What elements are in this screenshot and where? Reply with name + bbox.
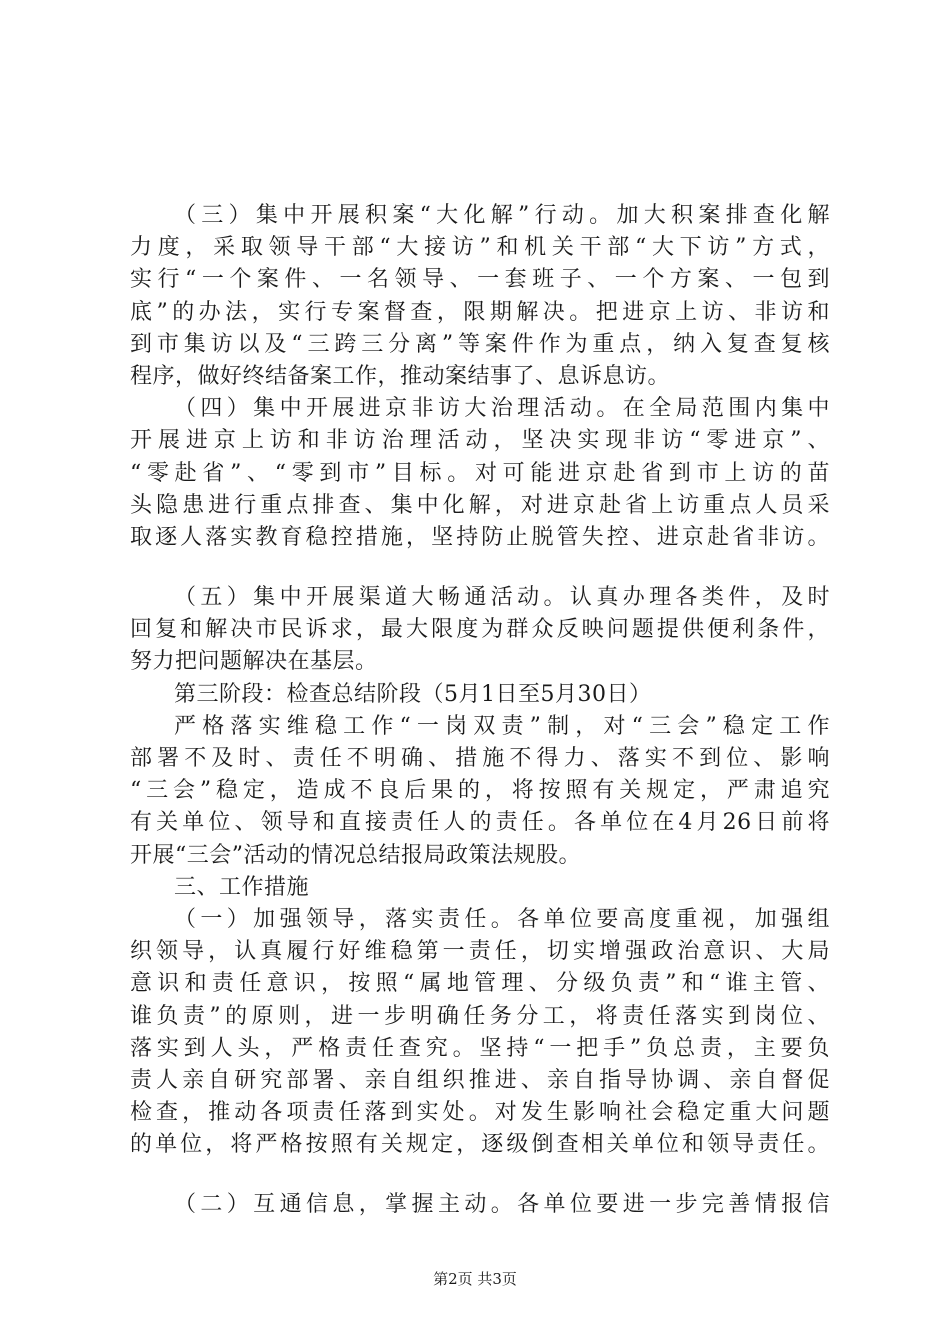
paragraph-line: 有关单位、领导和直接责任人的责任。各单位在4月26日前将 xyxy=(130,810,830,836)
paragraph-line: “零赴省”、“零到市”目标。对可能进京赴省到市上访的苗 xyxy=(130,460,830,486)
paragraph-line: “三会”稳定，造成不良后果的，将按照有关规定，严肃追究 xyxy=(130,778,830,804)
paragraph-line: （二）互通信息，掌握主动。各单位要进一步完善情报信 xyxy=(174,1192,830,1218)
section-heading: 三、工作措施 xyxy=(174,874,310,900)
paragraph-line: 落实到人头，严格责任查究。坚持“一把手”负总责，主要负 xyxy=(130,1035,830,1061)
section-heading: 第三阶段：检查总结阶段（5月1日至5月30日） xyxy=(174,681,652,707)
paragraph-line: 头隐患进行重点排查、集中化解，对进京赴省上访重点人员采 xyxy=(130,492,830,518)
paragraph-line: 程序，做好终结备案工作，推动案结事了、息诉息访。 xyxy=(130,363,671,389)
paragraph-line: 的单位，将严格按照有关规定，逐级倒查相关单位和领导责任。 xyxy=(130,1132,830,1158)
paragraph-gap xyxy=(130,1161,830,1189)
paragraph-line: 谁负责”的原则，进一步明确任务分工，将责任落实到岗位、 xyxy=(130,1003,830,1029)
paragraph-line: 底”的办法，实行专案督查，限期解决。把进京上访、非访和 xyxy=(130,299,830,325)
paragraph-line: 严格落实维稳工作“一岗双责”制，对“三会”稳定工作 xyxy=(174,713,830,739)
paragraph-line: （四）集中开展进京非访大治理活动。在全局范围内集中 xyxy=(174,396,830,422)
paragraph-line: 回复和解决市民诉求，最大限度为群众反映问题提供便利条件， xyxy=(130,617,830,643)
paragraph-line: 意识和责任意识，按照“属地管理、分级负责”和“谁主管、 xyxy=(130,971,830,997)
document-body xyxy=(130,200,830,1222)
paragraph-gap xyxy=(130,554,830,582)
paragraph-line: （五）集中开展渠道大畅通活动。认真办理各类件，及时 xyxy=(174,585,830,611)
paragraph-line: 取逐人落实教育稳控措施，坚持防止脱管失控、进京赴省非访。 xyxy=(130,524,830,550)
paragraph-line: 开展“三会”活动的情况总结报局政策法规股。 xyxy=(130,842,581,868)
paragraph-line: 织领导，认真履行好维稳第一责任，切实增强政治意识、大局 xyxy=(130,939,830,965)
paragraph-line: 检查，推动各项责任落到实处。对发生影响社会稳定重大问题 xyxy=(130,1100,830,1126)
paragraph-line: 力度，采取领导干部“大接访”和机关干部“大下访”方式， xyxy=(130,235,830,261)
page-number-footer: 第2页 共3页 xyxy=(433,1270,517,1288)
paragraph-line: （一）加强领导，落实责任。各单位要高度重视，加强组 xyxy=(174,906,830,932)
paragraph-line: 开展进京上访和非访治理活动，坚决实现非访“零进京”、 xyxy=(130,428,830,454)
paragraph-line: 实行“一个案件、一名领导、一套班子、一个方案、一包到 xyxy=(130,267,830,293)
paragraph-line: 到市集访以及“三跨三分离”等案件作为重点，纳入复查复核 xyxy=(130,331,830,357)
paragraph-line: 努力把问题解决在基层。 xyxy=(130,649,378,675)
paragraph-line: 责人亲自研究部署、亲自组织推进、亲自指导协调、亲自督促 xyxy=(130,1067,830,1093)
paragraph-line: （三）集中开展积案“大化解”行动。加大积案排查化解 xyxy=(174,203,830,228)
paragraph-line: 部署不及时、责任不明确、措施不得力、落实不到位、影响 xyxy=(130,746,830,771)
